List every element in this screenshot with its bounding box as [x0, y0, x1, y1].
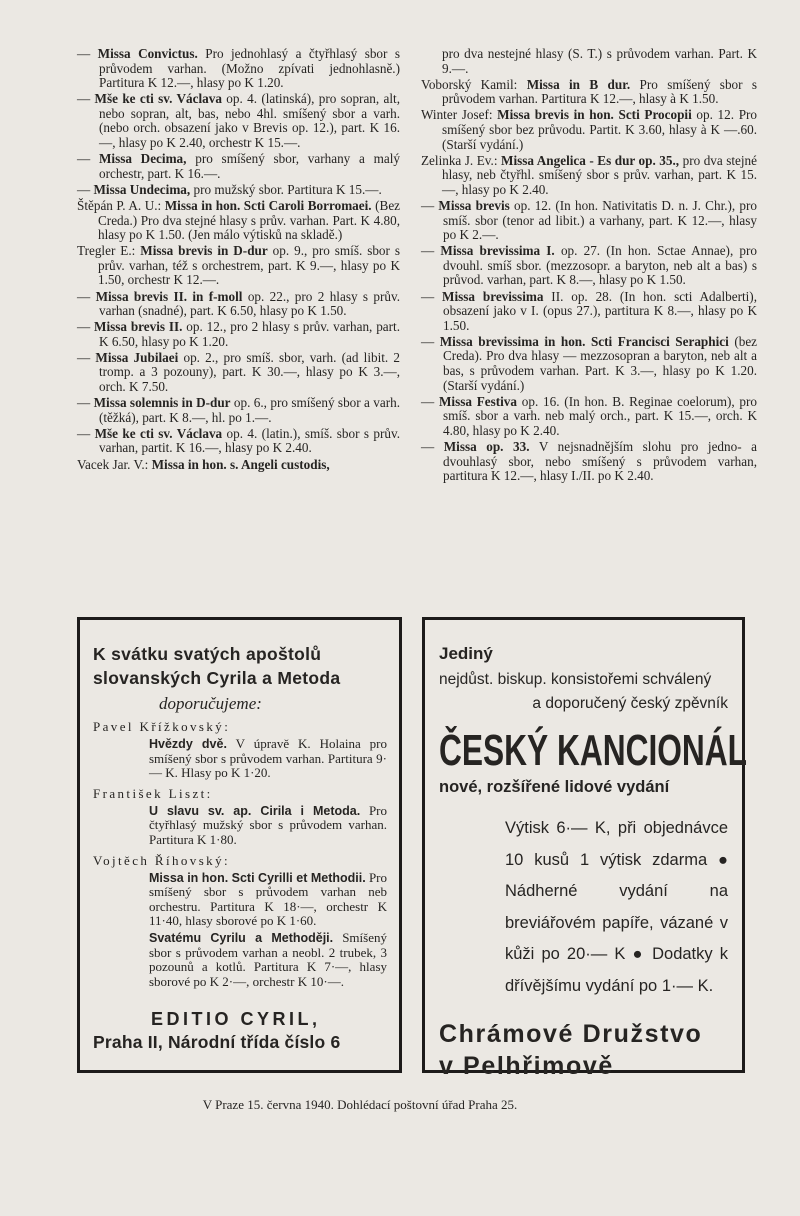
- entry-title: Missa Convictus.: [97, 46, 198, 61]
- entry-dash: —: [77, 319, 91, 335]
- entry-author: Winter Josef:: [421, 107, 493, 123]
- work-title: Hvězdy dvě.: [149, 737, 227, 751]
- ad-only: Jediný: [439, 644, 493, 663]
- entry-text: op. 12. Pro smíšený sbor bez průvodu. Partit. K 3.60, hlasy à K —.60. (Starší vydání.): [442, 107, 758, 152]
- catalog-entry: [421, 244, 757, 288]
- entry-author: Tregler E.:: [77, 243, 136, 259]
- entry-text: op. 27. (In hon. Sctae Annae), pro dvouhl. smíš sbor. (mezzosopr. a baryton, neb alt a bas) s průvod. varhan, part. K 8.—, hlasy po K 1.50.: [443, 243, 758, 288]
- entry-title: Missa Angelica - Es dur op. 35.,: [501, 152, 680, 168]
- catalog-entry: [77, 427, 400, 456]
- publisher-place: v Pelhřimově: [439, 1052, 614, 1080]
- work-details: Smíšený sbor s průvodem varhan a neobl. 2 trubek, 3 pozounů a kotlů. Partitura K 7·—, hlasy sborové po K 2·—, orchestr K 10·—.: [149, 929, 387, 989]
- composer-work: [149, 737, 387, 781]
- entry-text: V nejsnadnějším slohu pro jedno- a dvouhlasý sbor, nebo smíšený s průvodem varhan, partitura K 12.—, hlasy I./II. po K 2.40.: [443, 438, 757, 484]
- ad-title: ČESKÝ KANCIONÁL: [439, 726, 748, 775]
- catalog-entry: [77, 244, 400, 288]
- entry-author: Zelinka J. Ev.:: [421, 152, 498, 168]
- catalog-entry: [77, 351, 400, 395]
- entry-title: Missa op. 33.: [443, 438, 530, 454]
- entry-title: Missa Decima,: [98, 151, 187, 167]
- work-title: U slavu sv. ap. Cirila i Metoda.: [149, 803, 361, 818]
- entry-title: Mše ke cti sv. Václava: [94, 425, 223, 441]
- entry-text: op. 4. (latin.), smíš. sbor s prův. varhan, partit. K 16.—, hlasy po K 2.40.: [99, 425, 400, 456]
- composer-name: František Liszt:: [93, 785, 213, 801]
- entry-title: Missa in B dur.: [526, 76, 631, 92]
- entry-title: Missa brevis II. in f-moll: [95, 288, 243, 304]
- entry-dash: —: [77, 395, 91, 411]
- entry-text: op. 12. (In hon. Nativitatis D. n. J. Chr.), pro smíš. sbor (tenor ad libit.) a varhany, part. K 12.—, hlasy po K 2.—.: [443, 197, 758, 243]
- catalog-entry: [421, 47, 757, 76]
- ad-body: Výtisk 6·— K, při objednávce 10 kusů 1 výtisk zdarma ● Nádherné vydání na breviářovém papíře, vázané v kůži po 20·— K ● Dodatky k dřívějšímu vydání po 1·— K.: [505, 819, 728, 995]
- catalog-entry: [421, 199, 757, 243]
- entry-title: Missa brevissima I.: [440, 243, 555, 259]
- entry-dash: —: [77, 46, 91, 61]
- entry-dash: —: [77, 91, 91, 107]
- catalog-entry: [421, 395, 757, 439]
- entry-title: Missa brevis in D-dur: [140, 243, 268, 259]
- catalog-entry: [421, 290, 757, 334]
- catalog-entry: [421, 108, 757, 152]
- ad-heading-line2: slovanských Cyrila a Metoda: [93, 668, 341, 688]
- entry-dash: —: [421, 197, 435, 213]
- catalog-entry: [77, 290, 400, 319]
- entry-text: pro smíšený sbor, varhany a malý orchestr, part. K 16.—.: [99, 151, 400, 181]
- entry-text: (Bez Creda.) Pro dva stejné hlasy s prův. varhan. Part. K 4.80, hlasy po K 1.50. (Jen málo výtisků na skladě.): [98, 197, 401, 243]
- catalog-entry: [77, 183, 400, 198]
- catalog-entry: [77, 458, 400, 473]
- entry-dash: —: [77, 288, 91, 304]
- catalog-entry: [421, 335, 757, 393]
- composer-name: Vojtěch Říhovský:: [93, 852, 230, 868]
- entry-title: Missa Undecima,: [93, 181, 191, 197]
- entry-title: Missa in hon. Scti Caroli Borromaei.: [164, 197, 372, 213]
- entry-text: op. 2., pro smíš. sbor, varh. (ad libit. 2 tromp. a 3 pozouny), part. K 30.—, hlasy po K 3.—, orch. K 7.50.: [99, 349, 401, 395]
- publisher-address: Praha II, Národní třída číslo 6: [93, 1032, 341, 1053]
- work-title: Missa in hon. Scti Cyrilli et Methodii.: [149, 870, 366, 885]
- catalog-entry: [77, 396, 400, 425]
- work-details: Pro čtyřhlasý mužský sbor s průvodem varhan. Partitura K 1·80.: [149, 802, 387, 847]
- entry-text: pro mužský sbor. Partitura K 15.—.: [193, 181, 382, 197]
- entry-title: Missa solemnis in D-dur: [93, 395, 231, 411]
- entry-title: Mše ke cti sv. Václava: [94, 91, 222, 107]
- composer-work: [149, 931, 387, 989]
- entry-title: Missa brevissima in hon. Scti Francisci Seraphici: [439, 333, 729, 349]
- entry-text: op. 9., pro smíš. sbor s prův. varhan, též s orchestrem, part. K 9.—, hlasy po K 1.50, orchestr K 12.—.: [98, 243, 400, 288]
- publisher-name: Chrámové Družstvo: [439, 1020, 703, 1048]
- entry-text: (bez Creda). Pro dva hlasy — mezzosopran a baryton, neb alt a bas, s průvodem varhan. Part. K 3.—, hlasy po K 1.20. (Starší vydání.): [443, 333, 758, 393]
- ad-heading-line1: K svátku svatých apoštolů: [93, 644, 322, 664]
- entry-text: op. 16. (In hon. B. Reginae coelorum), pro smíš. sbor a varh. neb malý orch., part. K 15.—, orch. K 4.80, hlasy po K 2.40.: [443, 393, 757, 438]
- catalog-entry: [77, 92, 400, 150]
- entry-author: Štěpán P. A. U.:: [77, 197, 162, 213]
- composer-name: Pavel Křížkovský:: [93, 719, 231, 734]
- work-title: Svatému Cyrilu a Methoději.: [149, 930, 334, 945]
- entry-text: Pro smíšený sbor s průvodem varhan. Partitura K 12.—, hlasy à K 1.50.: [442, 76, 758, 107]
- entry-author: Vacek Jar. V.:: [77, 456, 149, 472]
- entry-title: Missa Festiva: [438, 393, 517, 409]
- catalog-entry: [77, 47, 400, 91]
- ad-recommend: doporučujeme:: [159, 694, 262, 713]
- catalog-entry: [77, 152, 400, 181]
- entry-dash: —: [77, 151, 91, 167]
- entry-title: Missa brevissima: [442, 288, 544, 304]
- work-details: V úpravě K. Holaina pro smíšený sbor s průvodem varhan. Partitura 9·— K. Hlasy po K 1·20.: [149, 736, 387, 781]
- catalog-entry: [421, 78, 757, 107]
- catalog-entry: [421, 154, 757, 198]
- page-footer: V Praze 15. června 1940. Dohlédací poštovní úřad Praha 25.: [202, 1097, 518, 1112]
- ad-edition: nové, rozšířené lidové vydání: [439, 778, 670, 796]
- entry-text: pro dva nestejné hlasy (S. T.) s průvodem varhan. Part. K 9.—.: [442, 46, 757, 76]
- entry-dash: —: [77, 349, 91, 365]
- ad-subtitle-line1: nejdůst. biskup. konsistořemi schválený: [439, 671, 712, 688]
- ad-subtitle-line2: a doporučený český zpěvník: [532, 695, 728, 712]
- catalog-column-left: [77, 47, 400, 474]
- entry-text: op. 12., pro 2 hlasy s prův. varhan, part. K 6.50, hlasy po K 1.20.: [99, 319, 400, 349]
- entry-dash: —: [421, 438, 435, 454]
- entry-dash: —: [421, 288, 435, 304]
- entry-text: pro dva stejné hlasy, neb čtyřhl. smíšený sbor s prův. varhan, part. K 15.—, hlasy po K 2.40.: [442, 152, 758, 197]
- entry-title: Missa Jubilaei: [95, 349, 179, 365]
- catalog-entry: [421, 440, 757, 484]
- catalog-entry: [77, 320, 400, 349]
- entry-text: Pro jednohlasý a čtyřhlasý sbor s průvodem varhan. (Možno zpívati jednohlasně.) Partitura K 12.—, hlasy po K 1.20.: [99, 46, 400, 91]
- entry-title: Missa brevis: [438, 197, 510, 213]
- entry-dash: —: [77, 425, 91, 441]
- catalog-column-right: [421, 47, 757, 485]
- entry-text: II. op. 28. (In hon. scti Adalberti), obsazení jako v I. (opus 27.), partitura K 8.—, hlasy po K 1.50.: [443, 288, 757, 333]
- advertisement-cesky-kancional: [422, 617, 748, 1080]
- entry-text: op. 4. (latinská), pro sopran, alt, nebo sopran, alt, bas, nebo 4hl. smíšený sbor a varh. (nebo orch. obsazení jako v Brevis op. 12.), part. K 16.—, hlasy po K 2.40, orchestr K 15.—.: [99, 91, 401, 151]
- advertisement-editio-cyril: [77, 617, 402, 1073]
- composer-work: [149, 871, 387, 929]
- composer-work: [149, 804, 387, 848]
- publisher-name: EDITIO CYRIL,: [151, 1009, 321, 1030]
- entry-author: Voborský Kamil:: [421, 76, 518, 92]
- entry-text: op. 22., pro 2 hlasy s prův. varhan (snadné), part. K 6.50, hlasy po K 1.50.: [99, 288, 401, 319]
- entry-dash: —: [77, 181, 91, 197]
- entry-title: Missa in hon. s. Angeli custodis,: [151, 456, 330, 472]
- entry-title: Missa brevis II.: [94, 319, 183, 335]
- work-details: Pro smíšený sbor s průvodem varhan neb orchestru. Partitura K 18·—, orchestr K 11·40, hlasy sborové po K 1·60.: [149, 869, 388, 929]
- catalog-entry: [77, 199, 400, 243]
- entry-text: op. 6., pro smíšený sbor a varh. (těžká), part. K 8.—, hl. po 1.—.: [99, 395, 401, 425]
- entry-dash: —: [421, 333, 435, 349]
- entry-dash: —: [421, 243, 435, 259]
- entry-dash: —: [421, 393, 435, 409]
- entry-title: Missa brevis in hon. Scti Procopii: [497, 107, 692, 123]
- composer-list: [93, 719, 387, 989]
